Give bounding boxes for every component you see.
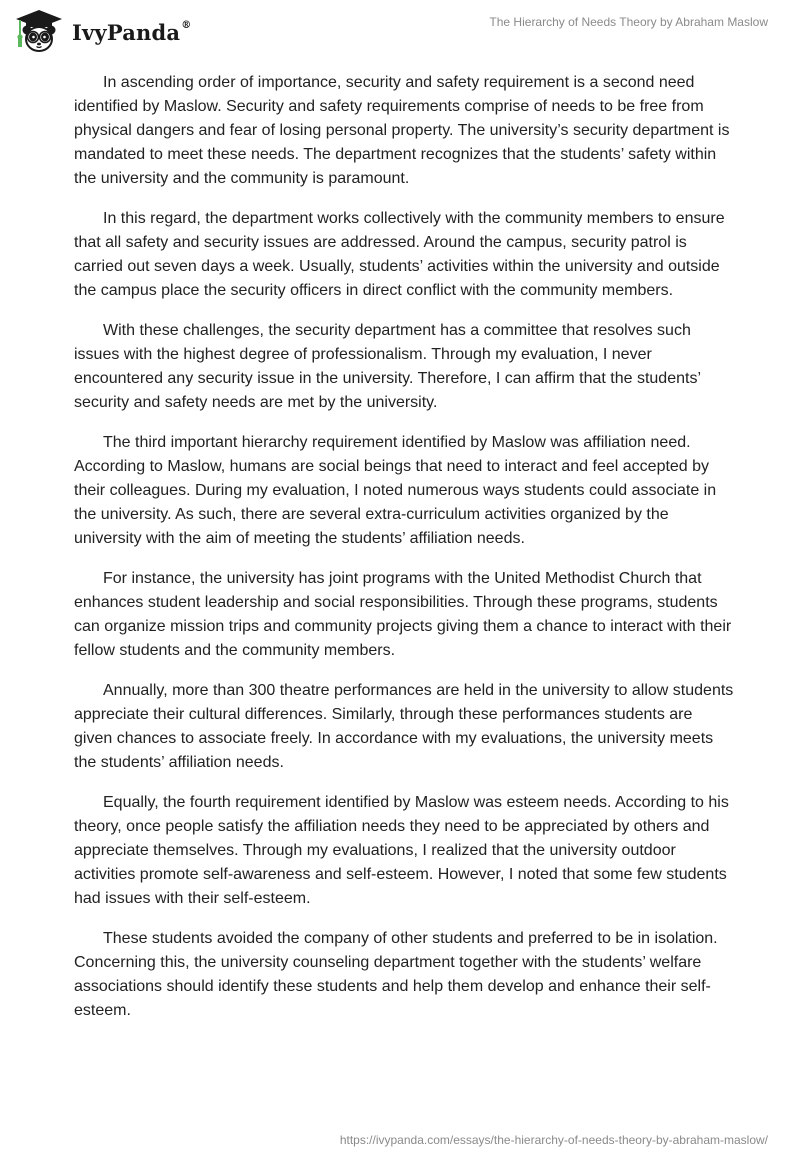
brand-name: IvyPanda® (72, 19, 192, 45)
paragraph: Annually, more than 300 theatre performances are held in the university to allow students appreciate their cultural differences. Similarly, through these performances students are given chances to associate freely. In accordance with my evaluations, the university meets the students’ affiliation needs. (74, 682, 734, 771)
page-header (0, 0, 800, 60)
brand-logo[interactable] (12, 8, 191, 54)
panda-graduate-icon (12, 8, 66, 54)
document-title: The Hierarchy of Needs Theory by Abraham Maslow (489, 15, 768, 29)
paragraph: With these challenges, the security department has a committee that resolves such issues with the highest degree of professionalism. Through my evaluation, I never encountered any security issue in the university. Therefore, I can affirm that the students’ security and safety needs are met by the university. (74, 322, 701, 411)
paragraph: In this regard, the department works collectively with the community members to ensure that all safety and security issues are addressed. Around the campus, security patrol is carried out seven days a week. Usually, students’ activities within the university and outside the campus place the security officers in direct conflict with the community members. (74, 210, 725, 299)
source-url[interactable]: https://ivypanda.com/essays/the-hierarchy-of-needs-theory-by-abraham-maslow/ (339, 1133, 768, 1147)
registered-mark: ® (181, 19, 192, 31)
paragraph: The third important hierarchy requirement identified by Maslow was affiliation need. According to Maslow, humans are social beings that need to interact and feel accepted by their colleagues. During my evaluation, I noted numerous ways students could associate in the university. As such, there are several extra-curriculum activities organized by the university with the aim of meeting the students’ affiliation needs. (74, 434, 717, 547)
essay-body (74, 71, 734, 1039)
paragraph: Equally, the fourth requirement identified by Maslow was esteem needs. According to his theory, once people satisfy the affiliation needs they need to be appreciated by others and appreciate themselves. Through my evaluations, I realized that the university outdoor activities promote self-awareness and self-esteem. However, I noted that some few students had issues with their self-esteem. (74, 794, 729, 907)
paragraph: For instance, the university has joint programs with the United Methodist Church that enhances student leadership and social responsibilities. Through these programs, students can organize mission trips and community projects giving them a chance to interact with their fellow students and the community members. (74, 570, 732, 659)
paragraph: In ascending order of importance, security and safety requirement is a second need identified by Maslow. Security and safety requirements comprise of needs to be free from physical dangers and fear of losing personal property. The university’s security department is mandated to meet these needs. The department recognizes that the students’ safety within the university and the community is paramount. (74, 74, 730, 187)
paragraph: These students avoided the company of other students and preferred to be in isolation. Concerning this, the university counseling department together with the students’ welfare associations should identify these students and help them develop and enhance their self-esteem. (74, 930, 718, 1019)
